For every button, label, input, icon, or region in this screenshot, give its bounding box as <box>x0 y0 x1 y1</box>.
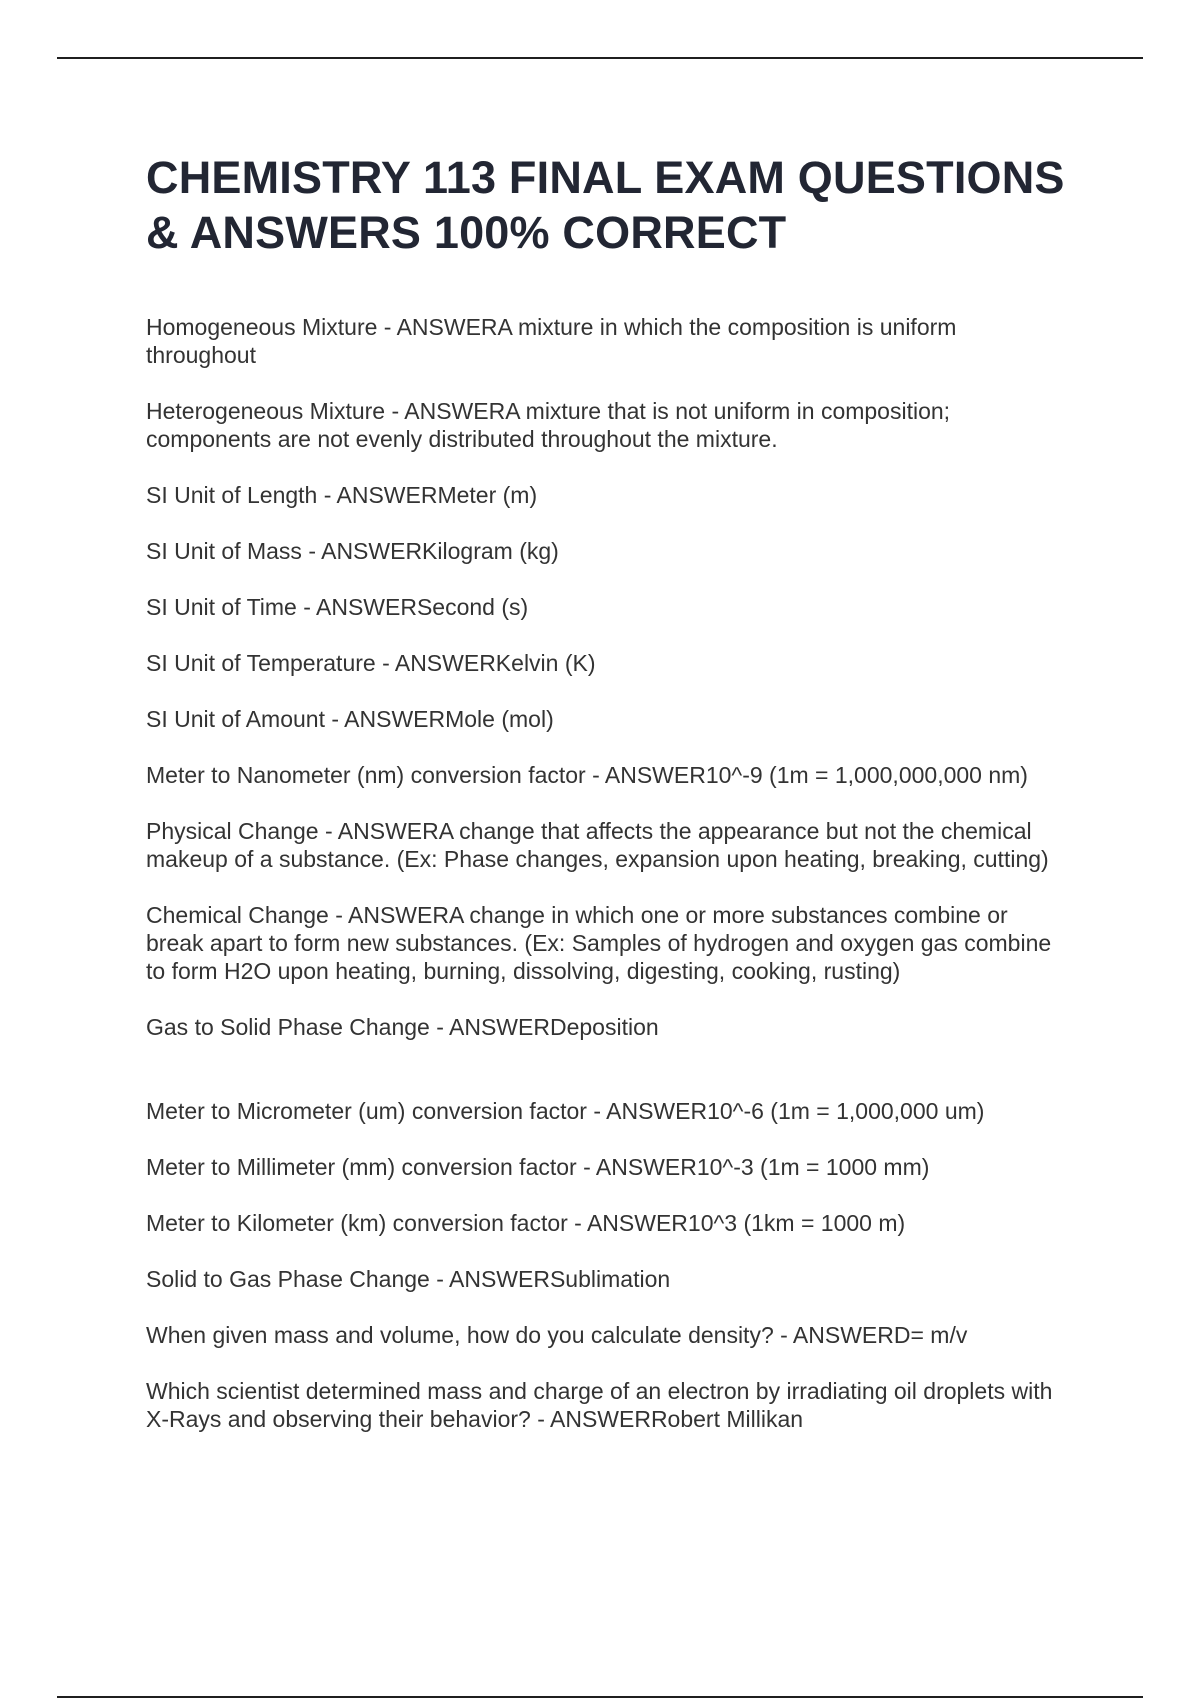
qa-item: SI Unit of Mass - ANSWERKilogram (kg) <box>146 538 559 564</box>
document-body <box>146 150 1066 1461</box>
qa-item: Physical Change - ANSWERA change that affects the appearance but not the chemical makeup of a substance. (Ex: Phase changes, expansion upon heating, breaking, cutting) <box>146 818 1049 872</box>
qa-item: Chemical Change - ANSWERA change in which one or more substances combine or break apart to form new substances. (Ex: Samples of hydrogen and oxygen gas combine to form H2O upon heating, burning, dissolving, digesting, cooking, rusting) <box>146 902 1052 984</box>
qa-item: SI Unit of Length - ANSWERMeter (m) <box>146 482 538 508</box>
qa-list <box>146 313 1066 1433</box>
qa-item: SI Unit of Time - ANSWERSecond (s) <box>146 594 529 620</box>
qa-item: SI Unit of Amount - ANSWERMole (mol) <box>146 706 554 732</box>
qa-item: Homogeneous Mixture - ANSWERA mixture in which the composition is uniform throughout <box>146 314 957 368</box>
qa-item: Gas to Solid Phase Change - ANSWERDeposition <box>146 1014 659 1040</box>
bottom-divider <box>57 1696 1143 1698</box>
qa-item: When given mass and volume, how do you calculate density? - ANSWERD= m/v <box>146 1322 968 1348</box>
qa-item: Meter to Millimeter (mm) conversion factor - ANSWER10^-3 (1m = 1000 mm) <box>146 1154 930 1180</box>
qa-item: Solid to Gas Phase Change - ANSWERSublimation <box>146 1266 671 1292</box>
qa-item: SI Unit of Temperature - ANSWERKelvin (K) <box>146 650 596 676</box>
top-divider <box>57 57 1143 59</box>
qa-item: Meter to Kilometer (km) conversion factor - ANSWER10^3 (1km = 1000 m) <box>146 1210 906 1236</box>
qa-item: Which scientist determined mass and charge of an electron by irradiating oil droplets with X-Rays and observing their behavior? - ANSWERRobert Millikan <box>146 1378 1053 1432</box>
page-title: CHEMISTRY 113 FINAL EXAM QUESTIONS & ANSWERS 100% CORRECT <box>146 152 1065 258</box>
qa-item: Meter to Nanometer (nm) conversion factor - ANSWER10^-9 (1m = 1,000,000,000 nm) <box>146 762 1028 788</box>
qa-item: Heterogeneous Mixture - ANSWERA mixture that is not uniform in composition; components are not evenly distributed throughout the mixture. <box>146 398 951 452</box>
qa-item: Meter to Micrometer (um) conversion factor - ANSWER10^-6 (1m = 1,000,000 um) <box>146 1098 985 1124</box>
